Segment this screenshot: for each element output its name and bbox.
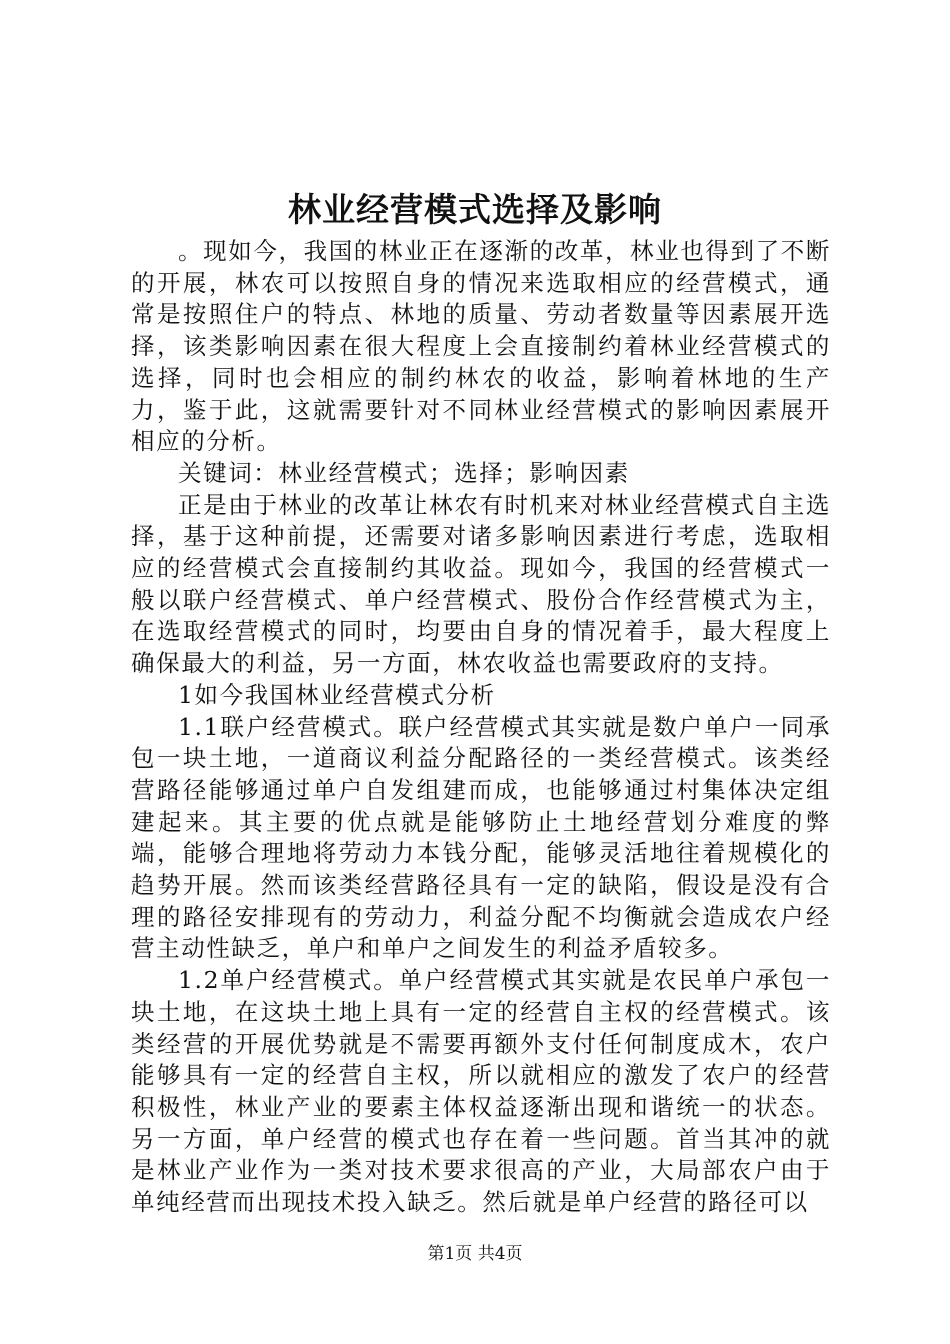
subsection-1-1-paragraph: 1.1联户经营模式。联户经营模式其实就是数户单户一同承包一块土地，一道商议利益分配路径的一类经营模式。该类经营路径能够通过单户自发组建而成，也能够通过村集体决定组建起来。其主要的优点就是能够防止土地经营划分难度的弊端，能够合理地将劳动力本钱分配，能够灵活地往着规模化的趋势开展。然而该类经营路径具有一定的缺陷，假设是没有合理的路径安排现有的劳动力，利益分配不均衡就会造成农户经营主动性缺乏，单户和单户之间发生的利益矛盾较多。	[131, 712, 831, 963]
intro-paragraph: 正是由于林业的改革让林农有时机来对林业经营模式自主选择，基于这种前提，还需要对诸多影响因素进行考虑，选取相应的经营模式会直接制约其收益。现如今，我国的经营模式一般以联户经营模式、单户经营模式、股份合作经营模式为主，在选取经营模式的同时，均要由自身的情况着手，最大程度上确保最大的利益，另一方面，林农收益也需要政府的支持。	[131, 490, 831, 678]
subsection-1-2-paragraph: 1.2单户经营模式。单户经营模式其实就是农民单户承包一块土地，在这块土地上具有一定的经营自主权的经营模式。该类经营的开展优势就是不需要再额外支付任何制度成木，农户能够具有一定的经营自主权，所以就相应的激发了农户的经营积极性，林业产业的要素主体权益逐渐出现和谐统一的状态。另一方面，单户经营的模式也存在着一些问题。首当其冲的就是林业产业作为一类对技术要求很高的产业，大局部农户由于单纯经营而出现技术投入缺乏。然后就是单户经营的路径可以	[131, 966, 831, 1217]
section-heading: 1如今我国林业经营模式分析	[178, 680, 496, 709]
page-number-footer: 第1页 共4页	[427, 1244, 523, 1264]
abstract-paragraph: 。现如今，我国的林业正在逐渐的改革，林业也得到了不断的开展，林农可以按照自身的情况来选取相应的经营模式，通常是按照住户的特点、林地的质量、劳动者数量等因素展开选择，该类影响因素在很大程度上会直接制约着林业经营模式的选择，同时也会相应的制约林农的收益，影响着林地的生产力，鉴于此，这就需要针对不同林业经营模式的影响因素展开相应的分析。	[131, 237, 831, 456]
keywords-paragraph: 关键词：林业经营模式；选择；影响因素	[178, 458, 630, 487]
document-title: 林业经营模式选择及影响	[288, 190, 662, 229]
document-body	[131, 236, 831, 1219]
